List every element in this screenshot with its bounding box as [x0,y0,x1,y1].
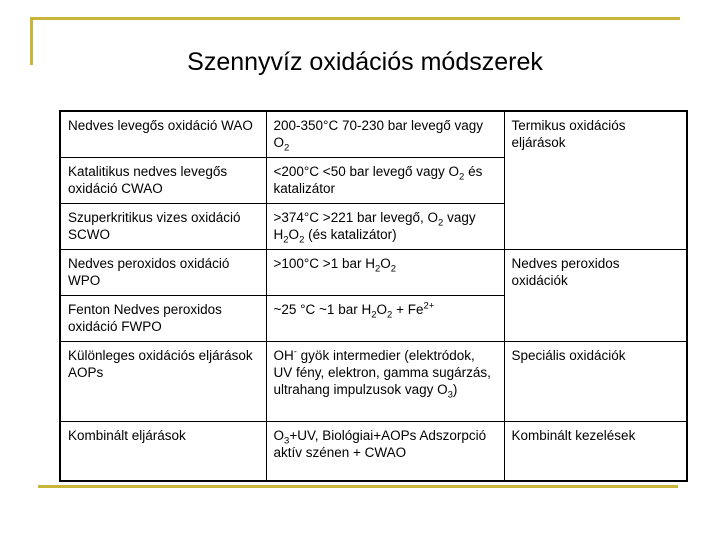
group-cell-peroxide: Nedves peroxidos oxidációk [504,249,687,341]
conditions-cell: OH- gyök intermedier (elektródok, UV fény, elektron, gamma sugárzás, ultrahang impulzusok vagy $O_3$) [266,341,504,421]
group-cell-thermal: Termikus oxidációs eljárások [511,118,626,150]
decorative-bottom-line [38,485,678,488]
table-row [60,341,687,421]
method-cell: Kombinált eljárások [60,421,266,481]
table-row [60,421,687,481]
method-cell: Nedves levegős oxidáció WAO [60,111,266,157]
method-cell: Fenton Nedves peroxidos oxidáció FWPO [60,295,266,341]
conditions-cell: >374°C >221 bar levegő, $O_2$ vagy $H_2O_2$ (és katalizátor) [266,203,504,249]
oxidation-methods-table [59,110,688,482]
conditions-cell: <200°C <50 bar levegő vagy $O_2$ és katalizátor [266,157,504,203]
group-cell-combined: Kombinált kezelések [504,421,687,481]
decorative-top-line [30,17,680,20]
method-cell: Szuperkritikus vizes oxidáció SCWO [60,203,266,249]
conditions-cell: $O_3+UV$, Biológiai+AOPs Adszorpció aktív szénen + CWAO [266,421,504,481]
method-cell: Nedves peroxidos oxidáció WPO [60,249,266,295]
conditions-cell: >100°C >1 bar $H_2O_2$ [266,249,504,295]
slide-title: Szennyvíz oxidációs módszerek [187,48,543,76]
conditions-cell: 200-350°C 70-230 bar levegő vagy $O_2$ [266,111,504,157]
group-cell-special: Speciális oxidációk [504,341,687,421]
conditions-cell: ~25 °C ~1 bar $H_2O_2 + Fe^{2+}$ [266,295,504,341]
table-row [60,249,687,295]
method-cell: Katalitikus nedves levegős oxidáció CWAO [60,157,266,203]
method-cell: Különleges oxidációs eljárások AOPs [60,341,266,421]
table-row [60,111,687,157]
